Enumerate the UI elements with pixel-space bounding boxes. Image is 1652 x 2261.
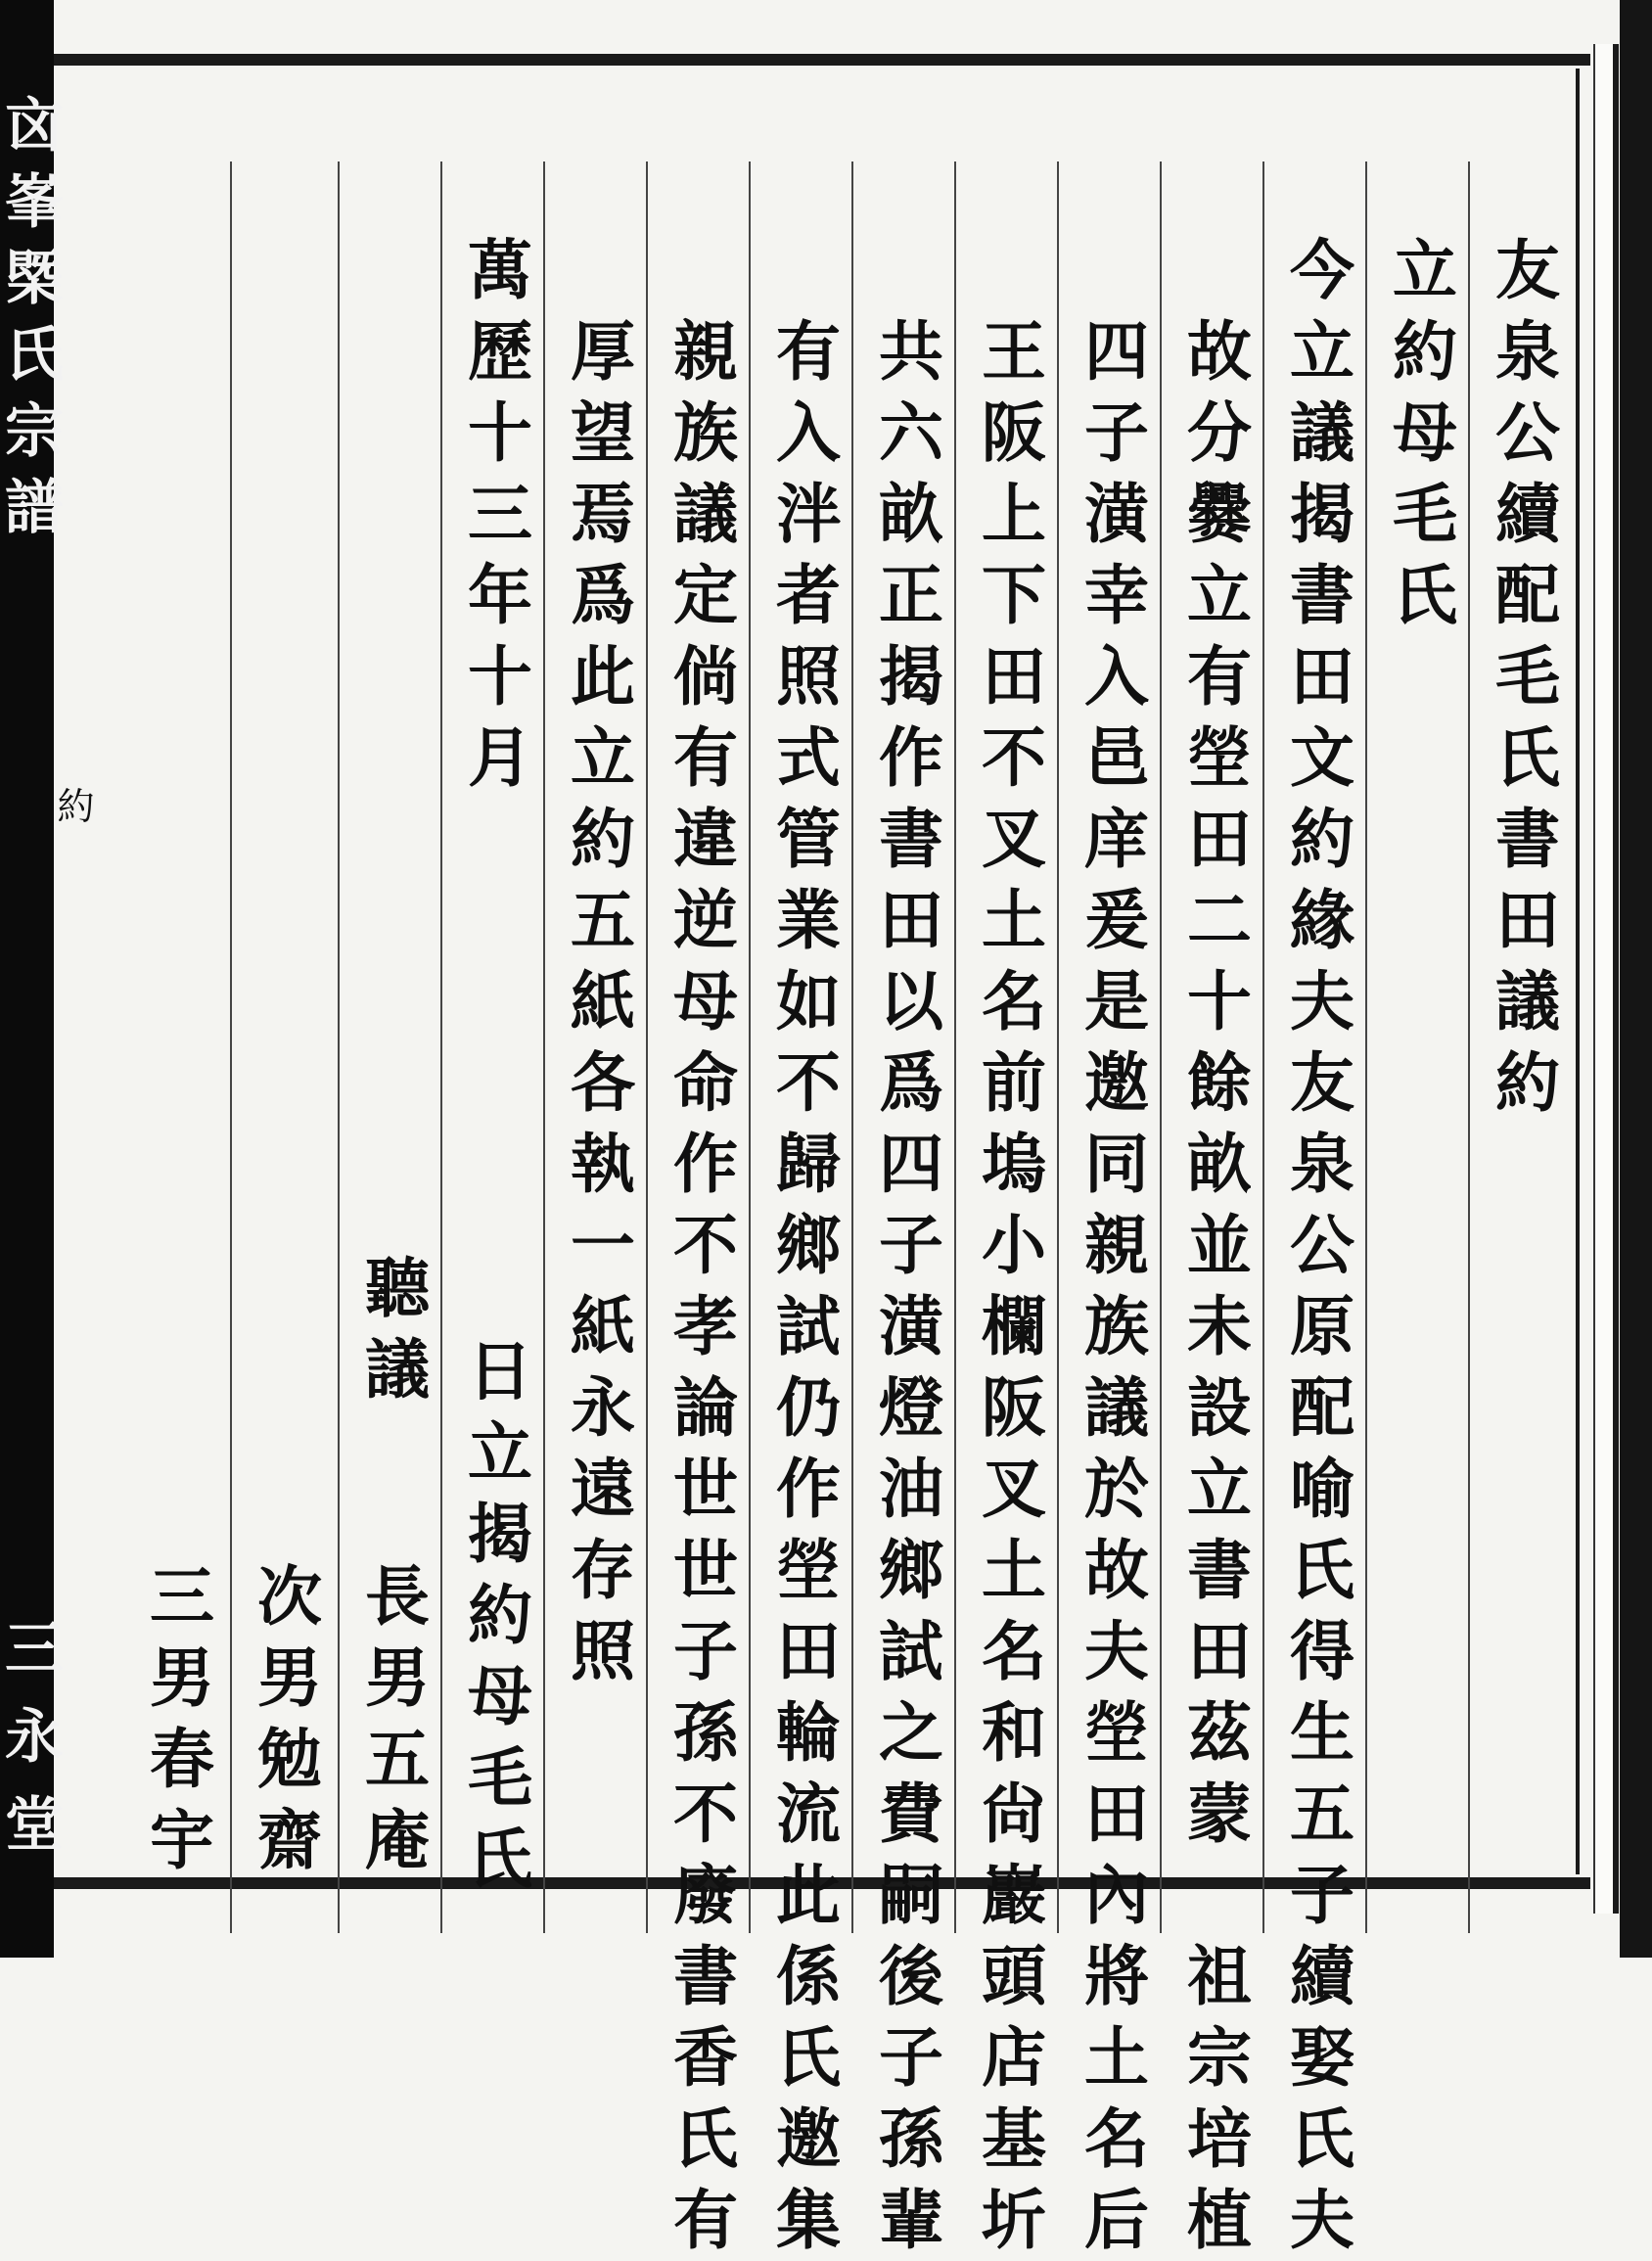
document-heading — [1483, 230, 1573, 1124]
son-name — [137, 1556, 227, 1881]
body-line — [1277, 230, 1367, 2261]
vertical-text: 四 子 潢 幸 入 邑 庠 爰 是 邀 同 親 族 議 於 故 夫 塋 田 內 將 土 名 后 — [1084, 313, 1149, 2258]
right-binding-strip — [1620, 0, 1652, 1958]
vertical-text: 今 立 議 揭 書 田 文 約 緣 夫 友 泉 公 原 配 喻 氏 得 生 五 子 續 娶 氏 夫 — [1290, 232, 1354, 2258]
vertical-text: 三 永 堂 — [5, 1615, 64, 1860]
witness-label — [352, 1248, 442, 1410]
page-frame — [54, 69, 1580, 2258]
body-line — [1174, 311, 1264, 2261]
body-line — [763, 311, 853, 2261]
column-rule — [230, 162, 232, 1933]
vertical-text: 長 男 五 庵 — [365, 1558, 430, 1878]
vertical-text: 親 族 議 定 倘 有 違 逆 母 命 作 不 孝 論 世 世 子 孫 不 廢 書 香 氏 有 — [673, 313, 738, 2258]
body-line — [866, 311, 956, 2261]
vertical-text: 故 分 爨 立 有 塋 田 二 十 餘 畝 並 未 設 立 書 田 茲 蒙 祖 宗 培 植 — [1187, 313, 1252, 2258]
vertical-text: 約 — [57, 785, 95, 828]
signature-line — [455, 1331, 545, 1900]
vertical-text: 三 男 春 宇 — [150, 1558, 214, 1878]
body-line — [661, 311, 751, 2261]
vertical-text: 次 男 勉 齋 — [257, 1558, 322, 1878]
body-line — [558, 311, 648, 1692]
son-name — [352, 1556, 442, 1881]
vertical-text: 㐫 峯 㮣 氏 宗 譜 — [5, 92, 64, 542]
date-line — [455, 230, 545, 799]
vertical-text: 聽 議 — [365, 1250, 430, 1407]
vertical-text: 共 六 畝 正 揭 作 書 田 以 爲 四 子 潢 燈 油 鄉 試 之 費 嗣 後 子 孫 輩 — [879, 313, 943, 2258]
body-line — [1072, 311, 1162, 2261]
vertical-text: 厚 望 焉 爲 此 立 約 五 紙 各 執 一 紙 永 遠 存 照 — [571, 313, 635, 1689]
column-rule — [338, 162, 340, 1933]
right-margin-strip — [1593, 44, 1619, 1914]
vertical-text: 立 約 母 毛 氏 — [1393, 232, 1457, 633]
vertical-text: 日 立 揭 約 母 毛 氏 — [468, 1333, 532, 1897]
vertical-text: 有 入 泮 者 照 式 管 業 如 不 歸 鄉 試 仍 作 塋 田 輪 流 此 係 氏 邀 集 — [776, 313, 841, 2258]
vertical-text: 萬 歷 十 三 年 十 月 — [468, 232, 532, 796]
vertical-text: 王 阪 上 下 田 不 叉 土 名 前 塢 小 欄 阪 叉 土 名 和 尙 巖 頭 店 基 圻 — [982, 313, 1046, 2258]
body-line — [969, 311, 1059, 2261]
top-border — [54, 54, 1590, 66]
vertical-text: 友 泉 公 續 配 毛 氏 書 田 議 約 — [1495, 232, 1560, 1121]
son-name — [245, 1556, 335, 1881]
declarant-line — [1380, 230, 1470, 636]
